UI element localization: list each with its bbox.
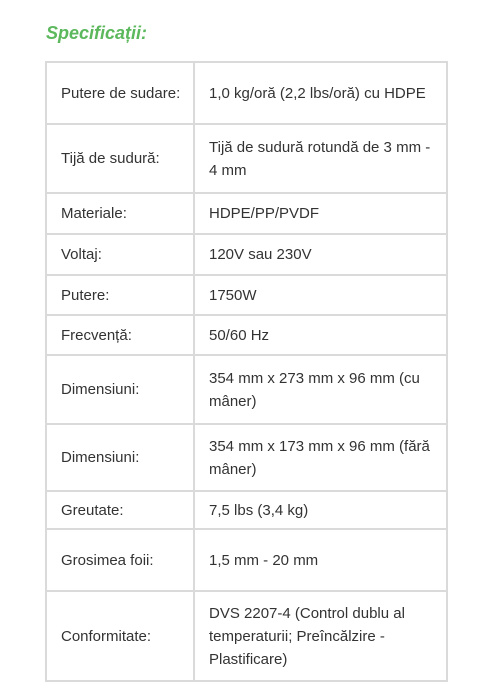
table-row [46,62,447,124]
spec-label: Dimensiuni: [46,355,194,424]
table-row [46,315,447,355]
spec-label: Conformitate: [46,591,194,681]
spec-label: Materiale: [46,193,194,234]
table-row [46,275,447,315]
spec-label: Tijă de sudură: [46,124,194,193]
specifications-heading: Specificații: [46,23,148,43]
spec-value: DVS 2207-4 (Control dublu al temperaturii; Preîncălzire - Plastificare) [194,591,447,681]
table-row [46,424,447,491]
spec-value: 120V sau 230V [194,234,447,275]
spec-label: Voltaj: [46,234,194,275]
table-row [46,591,447,681]
table-row [46,124,447,193]
table-row [46,491,447,529]
table-row [46,355,447,424]
spec-value: 1,0 kg/oră (2,2 lbs/oră) cu HDPE [194,62,447,124]
table-row [46,529,447,591]
spec-value: 50/60 Hz [194,315,447,355]
spec-value: HDPE/PP/PVDF [194,193,447,234]
spec-label: Frecvență: [46,315,194,355]
spec-label: Putere: [46,275,194,315]
spec-label: Grosimea foii: [46,529,194,591]
spec-label: Putere de sudare: [46,62,194,124]
spec-label: Greutate: [46,491,194,529]
spec-label: Dimensiuni: [46,424,194,491]
spec-value: 7,5 lbs (3,4 kg) [194,491,447,529]
cropped-text-fragment [46,0,106,2]
spec-value: 354 mm x 273 mm x 96 mm (cu mâner) [194,355,447,424]
spec-value: 354 mm x 173 mm x 96 mm (fără mâner) [194,424,447,491]
table-row [46,234,447,275]
specifications-table [45,61,448,682]
spec-value: Tijă de sudură rotundă de 3 mm - 4 mm [194,124,447,193]
spec-value: 1750W [194,275,447,315]
spec-value: 1,5 mm - 20 mm [194,529,447,591]
table-row [46,193,447,234]
